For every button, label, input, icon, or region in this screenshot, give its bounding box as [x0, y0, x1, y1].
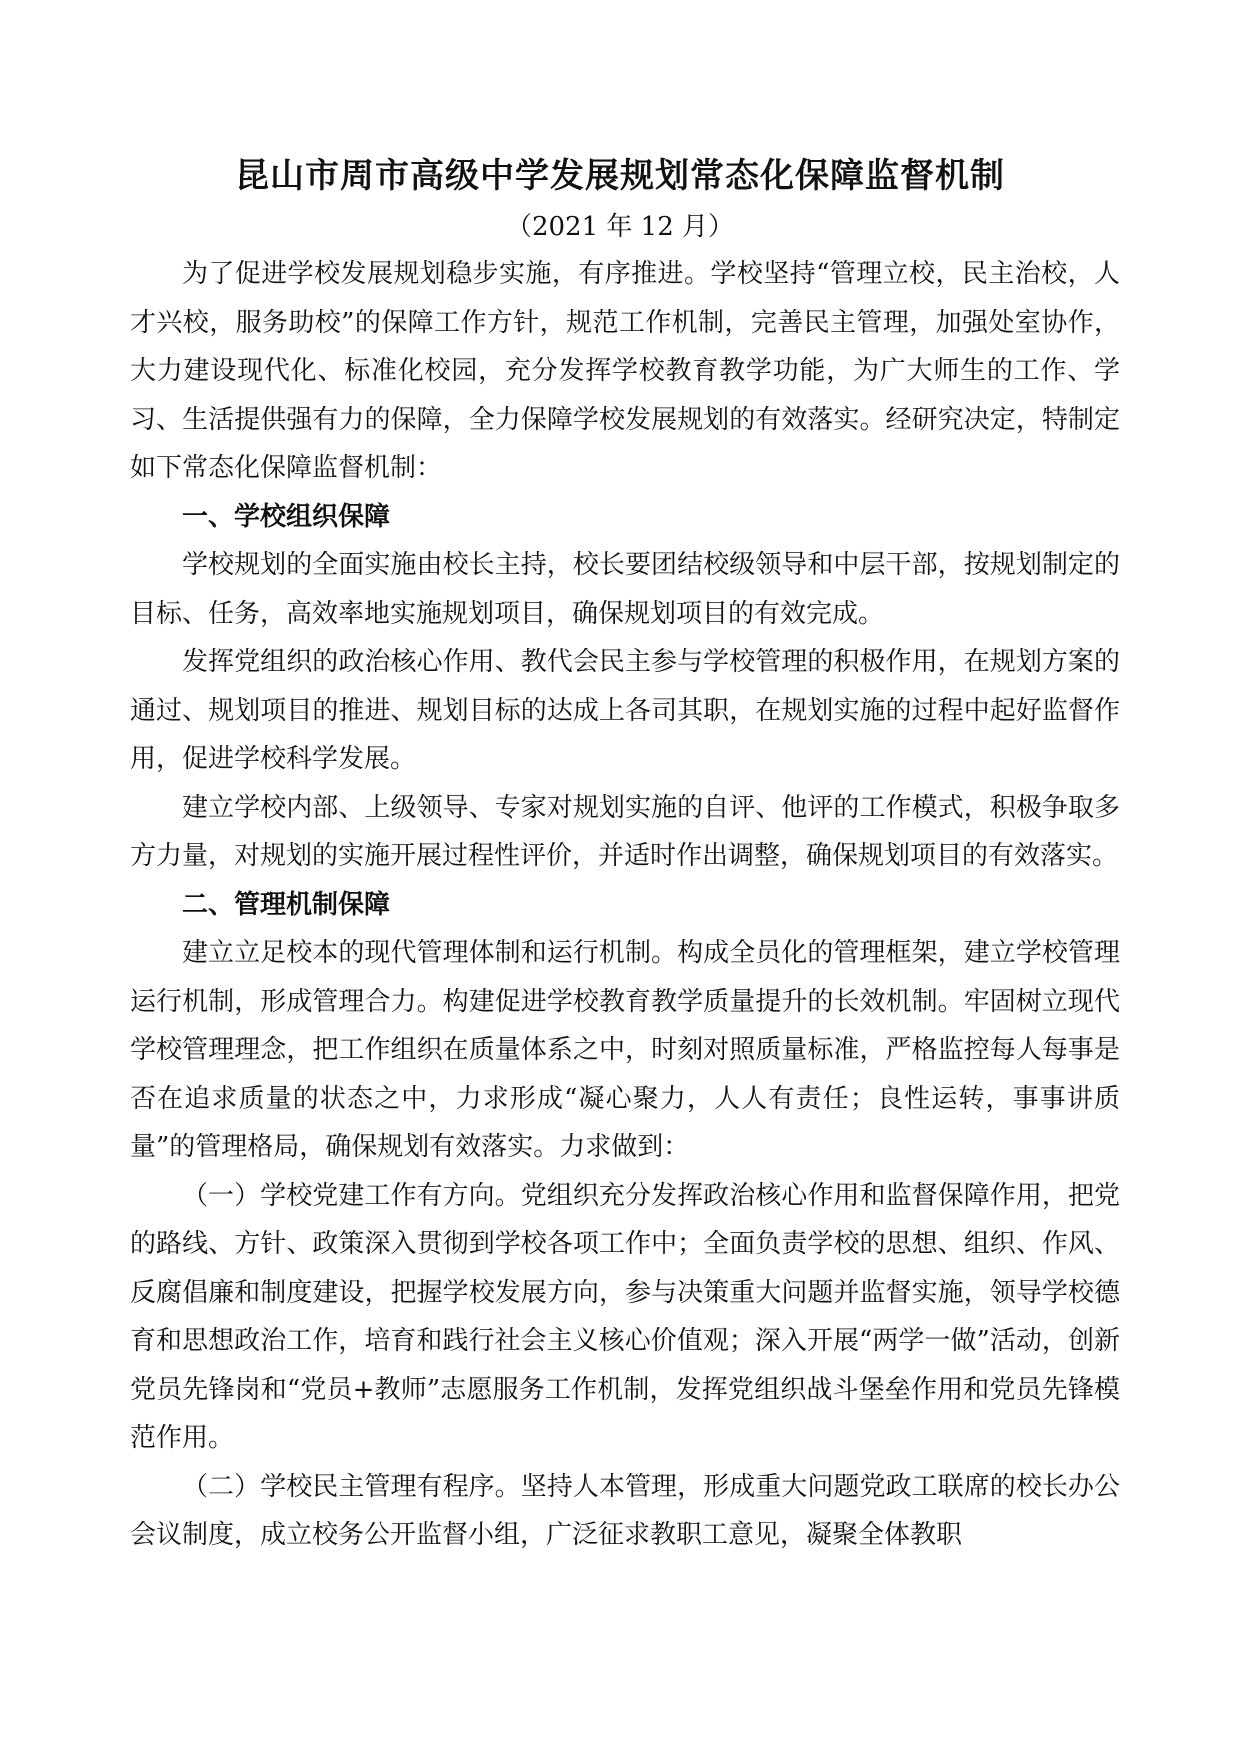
body-paragraph: 学校规划的全面实施由校长主持，校长要团结校级领导和中层干部，按规划制定的目标、任务，高效率地实施规划项目，确保规划项目的有效完成。	[130, 550, 1120, 629]
body-paragraph: （二）学校民主管理有程序。坚持人本管理，形成重大问题党政工联席的校长办公会议制度，成立校务公开监督小组，广泛征求教职工意见，凝聚全体教职	[130, 1471, 1120, 1550]
section-heading-organization: 一、学校组织保障	[182, 501, 391, 532]
body-paragraph: 发挥党组织的政治核心作用、教代会民主参与学校管理的积极作用，在规划方案的通过、规划项目的推进、规划目标的达成上各司其职，在规划实施的过程中起好监督作用，促进学校科学发展。	[130, 647, 1120, 774]
document-body	[130, 250, 1120, 1560]
body-paragraph: （一）学校党建工作有方向。党组织充分发挥政治核心作用和监督保障作用，把党的路线、方针、政策深入贯彻到学校各项工作中；全面负责学校的思想、组织、作风、反腐倡廉和制度建设，把握学校发展方向，参与决策重大问题并监督实施，领导学校德育和思想政治工作，培育和践行社会主义核心价值观；深入开展“两学一做”活动，创新党员先锋岗和“党员+教师”志愿服务工作机制，发挥党组织战斗堡垒作用和党员先锋模范作用。	[130, 1180, 1120, 1453]
section-heading-management: 二、管理机制保障	[182, 889, 391, 920]
document-date: （2021 年 12 月）	[505, 212, 735, 242]
body-paragraph: 建立立足校本的现代管理体制和运行机制。构成全员化的管理框架，建立学校管理运行机制，形成管理合力。构建促进学校教育教学质量提升的长效机制。牢固树立现代学校管理理念，把工作组织在质量体系之中，时刻对照质量标准，严格监控每人每事是否在追求质量的状态之中，力求形成“凝心聚力，人人有责任；良性运转，事事讲质量”的管理格局，确保规划有效落实。力求做到：	[130, 938, 1120, 1162]
intro-paragraph: 为了促进学校发展规划稳步实施，有序推进。学校坚持“管理立校，民主治校，人才兴校，服务助校”的保障工作方针，规范工作机制，完善民主管理，加强处室协作，大力建设现代化、标准化校园，充分发挥学校教育教学功能，为广大师生的工作、学习、生活提供强有力的保障，全力保障学校发展规划的有效落实。经研究决定，特制定如下常态化保障监督机制：	[130, 259, 1120, 483]
document-title: 昆山市周市高级中学发展规划常态化保障监督机制	[235, 156, 1005, 196]
body-paragraph: 建立学校内部、上级领导、专家对规划实施的自评、他评的工作模式，积极争取多方力量，对规划的实施开展过程性评价，并适时作出调整，确保规划项目的有效落实。	[130, 792, 1120, 871]
